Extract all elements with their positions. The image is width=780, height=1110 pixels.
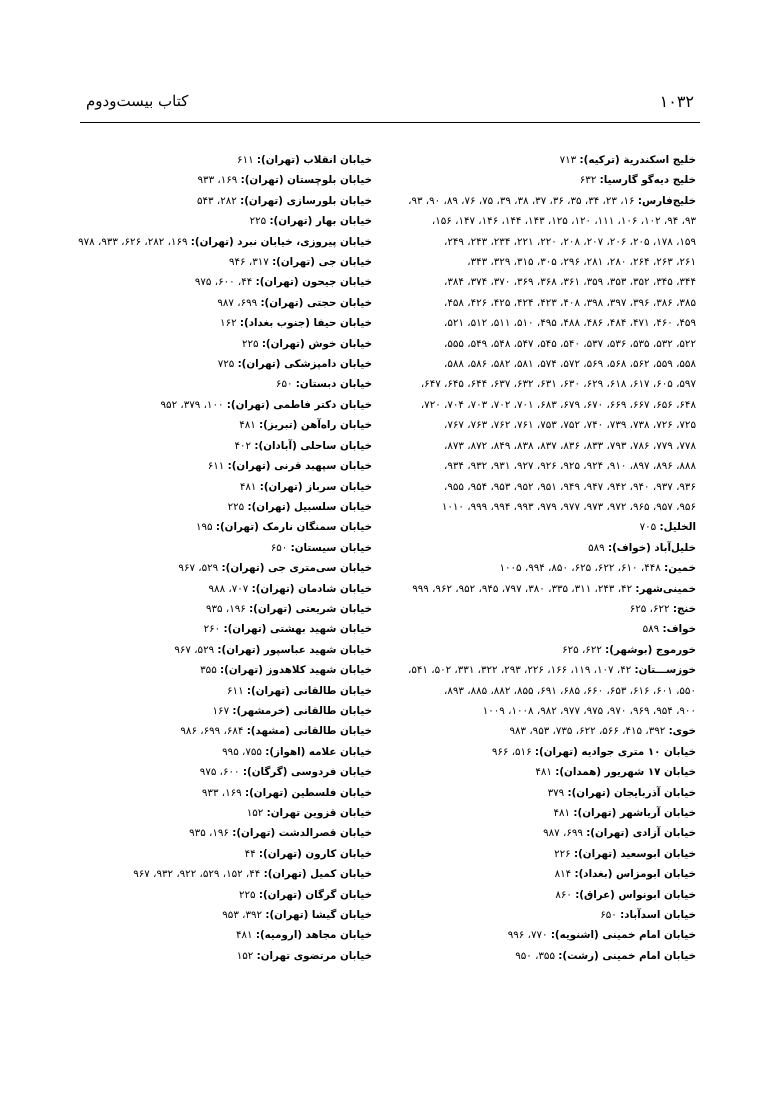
header-rule [80, 122, 700, 123]
entry-page-refs: ۷۵۵، ۹۹۵ [222, 745, 262, 758]
entry-page-refs: ۸۸۸، ۸۹۶، ۸۹۷، ۹۱۰، ۹۲۴، ۹۲۵، ۹۲۶، ۹۲۷، ۹۳۱، ۹۳۲، ۹۳۴، [444, 460, 696, 473]
entry-heading: خیابان شهید عباسپور (تهران): [217, 643, 372, 656]
entry-heading: خیابان ۱۰ متری جوادیه (تهران): [534, 745, 696, 758]
entry-page-refs: ۵۲۹، ۹۶۷ [174, 643, 215, 656]
index-column-left [78, 150, 372, 966]
index-entry [82, 803, 372, 823]
index-entry [82, 660, 372, 680]
entry-page-refs: ۱۵۲ [246, 807, 264, 819]
index-entry [388, 374, 696, 394]
entry-heading: خیابان اسدآباد: [620, 909, 696, 922]
entry-heading: خیابان جی (تهران): [272, 256, 372, 269]
index-entry [388, 456, 696, 476]
entry-page-refs: ۴۲، ۱۰۷، ۱۱۹، ۱۶۶، ۲۲۶، ۲۹۳، ۳۲۲، ۳۳۱، ۵۰۲، ۵۴۱، [408, 664, 632, 677]
index-entry [388, 538, 696, 558]
entry-page-refs: ۴۴، ۱۵۲، ۵۲۹، ۹۲۲، ۹۳۲، ۹۶۷ [133, 868, 261, 881]
entry-page-refs: ۳۵۵، ۹۵۰ [515, 949, 555, 962]
entry-page-refs: ۳۵۵ [200, 664, 217, 677]
entry-page-refs: ۱۹۶، ۹۳۵ [205, 602, 246, 615]
index-entry [82, 599, 372, 619]
entry-page-refs: ۶۸۴، ۶۹۹، ۹۸۶ [180, 725, 244, 738]
index-entry [388, 946, 696, 966]
entry-heading: خیابان شهید کلاهدوز (تهران): [220, 664, 372, 677]
index-entry [388, 252, 696, 272]
entry-page-refs: ۲۶۱، ۲۶۳، ۲۶۴، ۲۸۰، ۲۸۱، ۲۹۶، ۳۰۵، ۳۱۵، ۳۲۹، ۳۴۳، [467, 256, 696, 269]
index-entry [388, 313, 696, 333]
entry-page-refs: ۱۰۰، ۳۷۹، ۹۵۲ [160, 398, 224, 411]
entry-page-refs: ۵۹۷، ۶۰۵، ۶۱۷، ۶۱۸، ۶۲۹، ۶۳۰، ۶۳۱، ۶۳۲، ۶۳۷، ۶۴۴، ۶۴۵، ۶۴۷، [420, 378, 696, 391]
entry-page-refs: ۳۴۴، ۳۴۵، ۳۵۲، ۳۵۳، ۳۵۹، ۳۶۱، ۳۶۸، ۳۶۹، ۳۷۰، ۳۷۴، ۳۸۴، [444, 276, 696, 289]
entry-page-refs: ۳۷۹ [547, 786, 565, 799]
entry-heading: خیابان کمیل (تهران): [263, 868, 372, 881]
entry-heading: خیابان شادمان (تهران): [251, 582, 372, 595]
index-entry [82, 701, 372, 721]
entry-heading: خیابان دامپزشکی (تهران): [237, 358, 372, 371]
entry-heading: خیابان آزادی (تهران): [586, 827, 696, 840]
entry-page-refs: ۵۸۹ [642, 623, 660, 636]
entry-page-refs: ۵۵۸، ۵۵۹، ۵۶۲، ۵۶۸، ۵۶۹، ۵۷۲، ۵۷۴، ۵۸۱، ۵۸۲، ۵۸۶، ۵۸۸، [444, 358, 696, 371]
index-entry [388, 272, 696, 292]
index-entry [388, 436, 696, 456]
index-entry [82, 823, 372, 843]
entry-heading: خلیج دیه‌گو گارسیا: [599, 174, 696, 187]
entry-page-refs: ۶۵۰ [270, 541, 288, 554]
index-entry [388, 823, 696, 843]
entry-page-refs: ۱۶۹، ۹۳۳ [197, 174, 238, 187]
entry-page-refs: ۳۹۲، ۴۱۵، ۵۶۶، ۶۲۲، ۷۳۵، ۹۵۳، ۹۸۳ [509, 725, 666, 738]
entry-page-refs: ۲۲۵ [227, 500, 245, 513]
index-entry [388, 415, 696, 435]
index-entry [82, 864, 372, 884]
index-entry [82, 313, 372, 333]
index-entry [388, 783, 696, 803]
index-entry [388, 762, 696, 782]
entry-page-refs: ۱۶۲ [220, 317, 237, 330]
entry-page-refs: ۶۱۱ [207, 460, 225, 473]
entry-heading: خیابان طالقانی (تهران): [246, 684, 372, 697]
entry-page-refs: ۴۲، ۲۴۳، ۳۱۱، ۳۳۵، ۳۸۰، ۷۹۷، ۹۴۵، ۹۵۲، ۹۶۲، ۹۹۹ [412, 582, 633, 595]
entry-heading: خیابان سپهبد قرنی (تهران): [227, 460, 372, 473]
entry-heading: خلیج‌فارس: [637, 194, 696, 207]
entry-page-refs: ۶۹۹، ۹۸۷ [217, 296, 258, 309]
entry-page-refs: ۱۵۹، ۱۷۸، ۲۰۵، ۲۰۶، ۲۰۷، ۲۰۸، ۲۲۰، ۲۲۱، ۲۳۴، ۲۴۳، ۲۴۹، [444, 235, 696, 248]
index-entry [82, 354, 372, 374]
index-entry [388, 681, 696, 701]
entry-page-refs: ۲۲۶ [554, 847, 571, 860]
index-entry [82, 558, 372, 578]
entry-heading: خیابان سمنگان نارمک (تهران): [215, 521, 372, 534]
entry-heading: خیابان گرگان (تهران): [258, 888, 372, 901]
index-entry [82, 456, 372, 476]
entry-heading: خنج: [672, 602, 696, 615]
entry-page-refs: ۵۱۶، ۹۶۶ [491, 745, 532, 758]
index-entry [82, 415, 372, 435]
index-entry [388, 721, 696, 741]
entry-page-refs: ۱۶، ۲۳، ۳۴، ۳۵، ۳۶، ۳۷، ۳۸، ۳۹، ۷۵، ۷۶، ۸۹، ۹۰، ۹۳، [408, 194, 635, 207]
entry-page-refs: ۴۸۱ [553, 807, 571, 819]
index-entry [388, 334, 696, 354]
entry-page-refs: ۷۰۵ [639, 521, 657, 534]
index-entry [388, 211, 696, 231]
entry-heading: خوزســـتان: [634, 664, 696, 677]
entry-page-refs: ۴۸۱ [239, 480, 257, 493]
entry-page-refs: ۶۳۲ [579, 174, 597, 187]
entry-heading: خیابان حجتی (تهران): [260, 296, 372, 309]
index-entry [388, 191, 696, 211]
entry-heading: خیابان سیستان: [290, 541, 372, 554]
entry-page-refs: ۳۹۲، ۹۵۳ [222, 909, 263, 922]
index-entry [82, 681, 372, 701]
entry-page-refs: ۶۹۹، ۹۸۷ [543, 827, 583, 840]
index-entry [388, 232, 696, 252]
entry-heading: خوی: [668, 725, 696, 738]
entry-heading: خلیل‌آباد (خواف): [607, 541, 696, 554]
entry-heading: خیابان سلسبیل (تهران): [247, 500, 372, 513]
entry-page-refs: ۹۵۶، ۹۵۷، ۹۶۵، ۹۷۲، ۹۷۳، ۹۷۷، ۹۷۹، ۹۹۳، ۹۹۴، ۹۹۹، ۱۰۱۰ [441, 500, 696, 513]
entry-heading: خیابان شهید بهشتی (تهران): [223, 623, 372, 636]
entry-heading: خیابان راه‌آهن (تبریز): [259, 419, 372, 432]
index-column-right [388, 150, 696, 966]
index-entry [388, 558, 696, 578]
index-entry [388, 517, 696, 537]
entry-page-refs: ۷۷۰، ۹۹۶ [507, 929, 548, 942]
index-entry [82, 742, 372, 762]
entry-page-refs: ۴۸۱ [239, 419, 256, 432]
entry-heading: خیابان علامه (اهواز): [265, 745, 372, 758]
index-entry [388, 885, 696, 905]
entry-page-refs: ۶۱۱ [227, 684, 244, 697]
index-entry [82, 334, 372, 354]
entry-page-refs: ۴۵۹، ۴۶۰، ۴۷۱، ۴۸۴، ۴۸۶، ۴۸۸، ۴۹۵، ۵۱۰، ۵۱۱، ۵۱۲، ۵۲۱، [444, 317, 696, 330]
entry-heading: خیابان مرتضوی تهران: [256, 949, 372, 962]
index-entry [388, 640, 696, 660]
entry-page-refs: ۲۸۲، ۵۴۳ [197, 194, 237, 207]
index-entry [78, 232, 372, 252]
entry-page-refs: ۴۰۲ [234, 439, 252, 452]
entry-heading: خیابان قزوین تهران: [266, 807, 372, 819]
entry-page-refs: ۶۵۰ [600, 909, 617, 922]
entry-heading: خیابان خوش (تهران): [261, 337, 372, 350]
entry-page-refs: ۹۳، ۹۴، ۱۰۲، ۱۰۶، ۱۱۱، ۱۲۰، ۱۲۵، ۱۴۳، ۱۴۴، ۱۴۶، ۱۴۷، ۱۵۶، [431, 215, 696, 228]
entry-heading: خیابان شریعتی (تهران): [249, 602, 372, 615]
entry-page-refs: ۹۰۰، ۹۵۴، ۹۶۹، ۹۷۰، ۹۷۵، ۹۷۷، ۹۸۲، ۱۰۰۸، ۱۰۰۹ [482, 704, 696, 717]
index-entry [388, 477, 696, 497]
index-entry [82, 905, 372, 925]
entry-heading: خواف: [662, 623, 696, 636]
index-entry [82, 252, 372, 272]
entry-heading: خیابان بهار (تهران): [269, 215, 372, 228]
entry-page-refs: ۴۸۱ [535, 766, 552, 779]
entry-heading: خیابان بلورسازی (تهران): [240, 194, 372, 207]
entry-heading: خیابان آذربایجان (تهران): [567, 786, 696, 799]
index-entry [82, 579, 372, 599]
entry-heading: خیابان جیحون (تهران): [255, 276, 372, 289]
index-entry [82, 721, 372, 741]
index-entry [388, 354, 696, 374]
entry-page-refs: ۷۲۵، ۷۲۶، ۷۳۸، ۷۳۹، ۷۴۰، ۷۵۲، ۷۵۳، ۷۶۱، ۷۶۲، ۷۶۳، ۷۶۷، [444, 419, 696, 432]
entry-page-refs: ۹۳۶، ۹۳۷، ۹۴۰، ۹۴۲، ۹۴۷، ۹۴۹، ۹۵۱، ۹۵۲، ۹۵۳، ۹۵۴، ۹۵۵، [444, 480, 696, 493]
entry-heading: خورموج (بوشهر): [605, 643, 696, 656]
index-entry [82, 374, 372, 394]
index-entry [82, 925, 372, 945]
index-entry [388, 619, 696, 639]
page-number: ۱۰۳۲ [659, 92, 694, 111]
entry-page-refs: ۶۰۰، ۹۷۵ [199, 766, 240, 779]
index-entry [388, 905, 696, 925]
entry-heading: خیابان دکتر فاطمی (تهران): [226, 398, 372, 411]
entry-page-refs: ۴۴، ۶۰۰، ۹۷۵ [194, 276, 253, 289]
entry-page-refs: ۷۷۸، ۷۷۹، ۷۸۶، ۷۹۳، ۸۳۳، ۸۳۶، ۸۳۷، ۸۳۸، ۸۴۹، ۸۷۲، ۸۷۳، [444, 439, 696, 452]
index-entry [388, 803, 696, 823]
entry-heading: الخلیل: [659, 521, 696, 534]
running-head: کتاب بیست‌ودوم [86, 92, 189, 110]
entry-page-refs: ۲۲۵ [238, 888, 256, 901]
index-entry [388, 395, 696, 415]
entry-page-refs: ۳۱۷، ۹۴۶ [228, 256, 269, 269]
entry-page-refs: ۴۴ [244, 847, 256, 860]
entry-page-refs: ۱۶۷ [212, 704, 230, 717]
index-entry [82, 517, 372, 537]
index-entry [388, 150, 696, 170]
index-entry [82, 211, 372, 231]
entry-heading: خیابان آریاشهر (تهران): [573, 807, 696, 819]
index-entry [82, 293, 372, 313]
entry-page-refs: ۱۹۶، ۹۳۵ [189, 827, 229, 840]
entry-heading: خیابان طالقانی (خرمشهر): [232, 704, 372, 717]
index-entry [82, 640, 372, 660]
entry-heading: خیابان امام خمینی (اشنویه): [550, 929, 696, 942]
entry-page-refs: ۴۸۱ [235, 929, 253, 942]
entry-page-refs: ۶۴۸، ۶۵۶، ۶۶۷، ۶۶۹، ۶۷۰، ۶۷۹، ۶۸۳، ۷۰۱، ۷۰۲، ۷۰۳، ۷۰۴، ۷۲۰، [420, 398, 696, 411]
index-entry [82, 395, 372, 415]
entry-page-refs: ۱۵۲ [236, 949, 254, 962]
index-entry [388, 293, 696, 313]
index-entry [82, 783, 372, 803]
entry-page-refs: ۱۶۹، ۹۳۳ [201, 786, 242, 799]
entry-heading: خیابان سرباز (تهران): [259, 480, 372, 493]
entry-page-refs: ۶۲۲، ۶۲۵ [629, 602, 670, 615]
entry-page-refs: ۲۶۰ [203, 623, 221, 636]
entry-heading: خیابان قصرالدشت (تهران): [232, 827, 372, 840]
entry-page-refs: ۱۶۹، ۲۸۲، ۶۲۶، ۹۳۳، ۹۷۸ [78, 235, 188, 248]
entry-heading: خیابان ساحلی (آبادان): [254, 439, 372, 452]
entry-heading: خیابان ابونواس (عراق): [575, 888, 696, 901]
entry-heading: خیابان بلوچستان (تهران): [240, 174, 372, 187]
entry-heading: خیابان مجاهد (ارومیه): [255, 929, 372, 942]
entry-page-refs: ۵۸۹ [588, 541, 605, 554]
index-entry [388, 742, 696, 762]
index-entry [82, 844, 372, 864]
entry-heading: خیابان گیشا (تهران): [265, 909, 372, 922]
entry-heading: خیابان انقلاب (تهران): [256, 154, 372, 166]
entry-page-refs: ۳۸۵، ۳۸۶، ۳۹۶، ۳۹۷، ۳۹۸، ۴۰۸، ۴۲۳، ۴۲۴، ۴۲۵، ۴۲۶، ۴۵۸، [444, 296, 696, 309]
index-entry [388, 925, 696, 945]
index-entry [82, 946, 372, 966]
index-entry [82, 619, 372, 639]
index-entry [388, 599, 696, 619]
index-entry [388, 497, 696, 517]
entry-page-refs: ۷۲۵ [217, 358, 235, 371]
entry-page-refs: ۶۲۲، ۶۲۵ [562, 643, 602, 656]
index-entry [82, 150, 372, 170]
entry-heading: خمین: [664, 562, 696, 575]
entry-page-refs: ۲۲۵ [241, 337, 259, 350]
index-entry [82, 762, 372, 782]
index-entry [388, 701, 696, 721]
index-entry [388, 864, 696, 884]
index-entry [388, 844, 696, 864]
entry-heading: خلیج اسکندریة (ترکیه): [579, 154, 696, 166]
entry-page-refs: ۶۵۰ [275, 378, 293, 391]
entry-page-refs: ۸۶۰ [555, 888, 572, 901]
entry-heading: خیابان سی‌متری جی (تهران): [221, 562, 372, 575]
index-entry [82, 436, 372, 456]
entry-page-refs: ۷۰۷، ۹۸۸ [208, 582, 249, 595]
entry-heading: خیابان ۱۷ شهریور (همدان): [555, 766, 696, 779]
index-entry [82, 885, 372, 905]
entry-page-refs: ۲۲۵ [249, 215, 267, 228]
index-entry [82, 497, 372, 517]
entry-heading: خمینی‌شهر: [635, 582, 696, 595]
index-entry [82, 272, 372, 292]
entry-page-refs: ۷۱۳ [559, 154, 577, 166]
entry-page-refs: ۶۱۱ [237, 154, 254, 166]
index-entry [388, 170, 696, 190]
entry-heading: خیابان دبستان: [295, 378, 372, 391]
entry-heading: خیابان ابوسعید (تهران): [573, 847, 696, 860]
entry-heading: خیابان فلسطین (تهران): [244, 786, 372, 799]
entry-page-refs: ۵۲۲، ۵۳۲، ۵۳۵، ۵۳۶، ۵۳۷، ۵۴۰، ۵۴۵، ۵۴۷، ۵۴۸، ۵۴۹، ۵۵۵، [444, 337, 696, 350]
entry-page-refs: ۵۵۰، ۶۰۱، ۶۱۶، ۶۵۳، ۶۶۰، ۶۸۵، ۶۹۱، ۸۵۵، ۸۸۲، ۸۸۵، ۸۹۳، [444, 684, 696, 697]
index-entry [82, 538, 372, 558]
index-entry [388, 660, 696, 680]
entry-heading: خیابان فردوسی (گرگان): [242, 766, 372, 779]
entry-page-refs: ۴۴۸، ۶۱۰، ۶۲۲، ۶۲۵، ۸۵۰، ۹۹۴، ۱۰۰۵ [499, 562, 661, 575]
entry-heading: خیابان ابومزاس (بغداد): [574, 868, 696, 881]
index-entry [388, 579, 696, 599]
entry-heading: خیابان طالقانی (مشهد): [246, 725, 372, 738]
entry-heading: خیابان حیفا (جنوب بغداد): [239, 317, 372, 330]
entry-page-refs: ۵۲۹، ۹۶۷ [178, 562, 219, 575]
entry-heading: خیابان امام خمینی (رشت): [558, 949, 696, 962]
entry-heading: خیابان پیروزی، خیابان نبرد (تهران): [190, 235, 372, 248]
index-entry [82, 191, 372, 211]
entry-page-refs: ۱۹۵ [195, 521, 213, 534]
index-entry [82, 170, 372, 190]
index-entry [82, 477, 372, 497]
entry-page-refs: ۸۱۴ [554, 868, 572, 881]
entry-heading: خیابان کارون (تهران): [258, 847, 372, 860]
